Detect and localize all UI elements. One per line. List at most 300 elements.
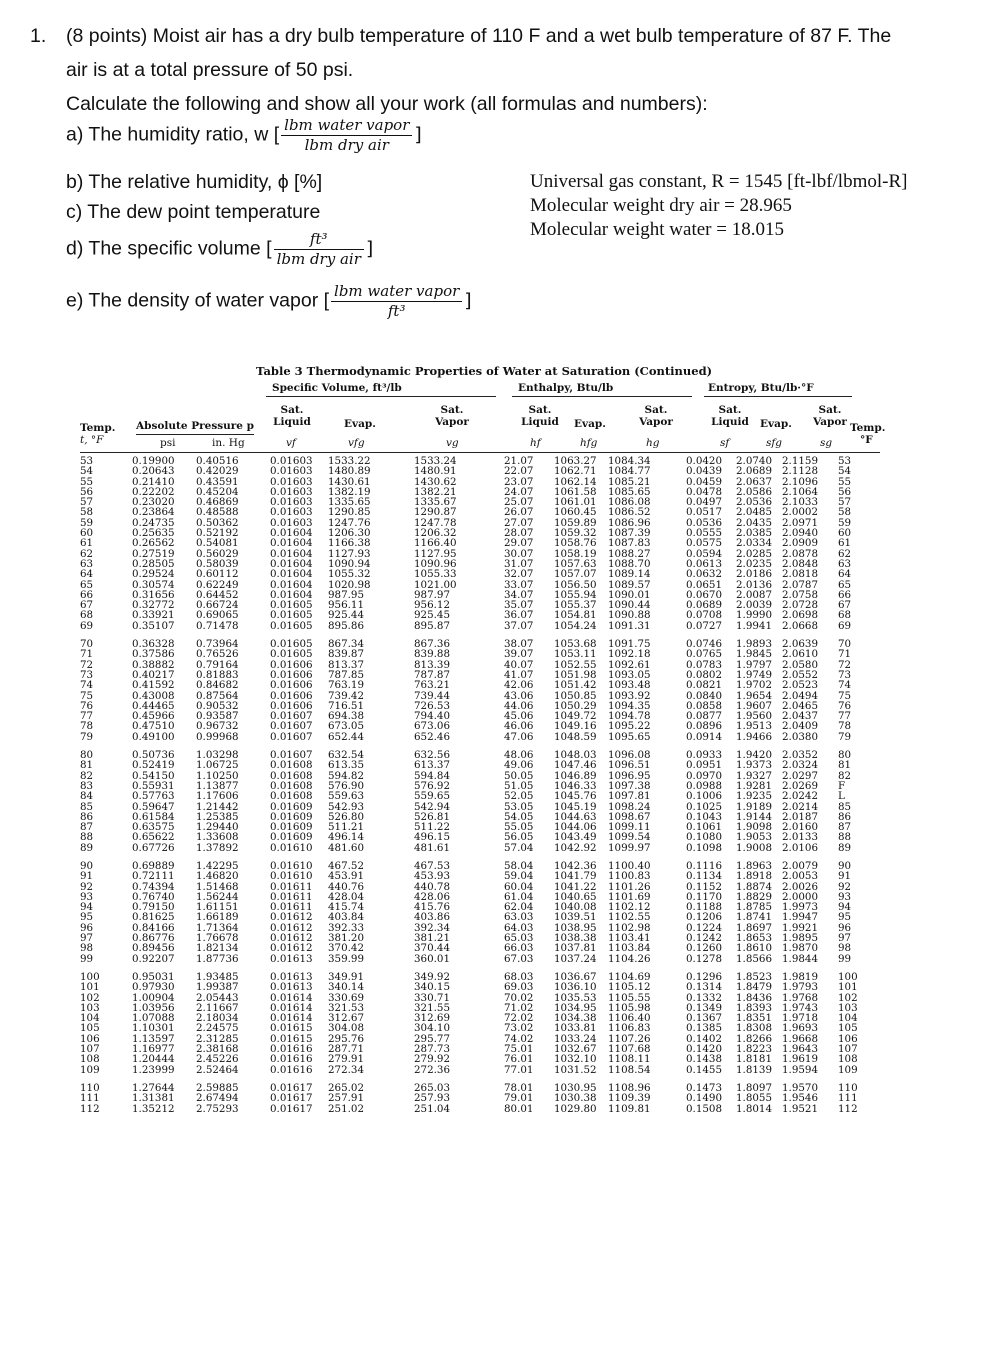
- table-cell: 613.37: [414, 759, 451, 772]
- table-cell: 99: [80, 952, 94, 965]
- part-d: d) The specific volume [ $\frac{\text{ft³}}{\text{lbm dry air}}$ ]: [66, 230, 374, 268]
- table-cell: 0.1402: [686, 1032, 723, 1045]
- table-cell: 25.07: [504, 496, 534, 509]
- table-cell: 1099.97: [608, 841, 651, 854]
- table-cell: 2.0909: [782, 537, 819, 550]
- table-cell: 2.0160: [782, 821, 819, 834]
- table-cell: 1.9521: [782, 1102, 819, 1115]
- table-cell: 0.0632: [686, 568, 723, 581]
- table-cell: 0.01606: [270, 699, 313, 712]
- table-cell: 0.1006: [686, 790, 723, 803]
- table-cell: 1041.79: [554, 870, 597, 883]
- table-cell: 0.86776: [132, 932, 175, 945]
- table-cell: 97: [838, 932, 852, 945]
- table-cell: 1044.63: [554, 810, 597, 823]
- table-cell: 1.8393: [736, 1001, 773, 1014]
- table-cell: 2.0053: [782, 870, 819, 883]
- table-cell: 0.1332: [686, 991, 723, 1004]
- table-cell: 1.9718: [782, 1012, 819, 1025]
- table-cell: 0.56029: [196, 547, 239, 560]
- table-cell: 0.01612: [270, 911, 313, 924]
- table-cell: 0.0670: [686, 588, 723, 601]
- table-cell: 295.77: [414, 1032, 451, 1045]
- table-cell: 1.9668: [782, 1032, 819, 1045]
- table-cell: 0.01606: [270, 689, 313, 702]
- table-cell: 60.04: [504, 880, 534, 893]
- table-cell: 1.9702: [736, 679, 773, 692]
- table-cell: 0.1278: [686, 952, 723, 965]
- table-cell: 97: [80, 932, 94, 945]
- table-cell: 0.50362: [196, 516, 239, 529]
- table-cell: 453.93: [414, 870, 451, 883]
- table-cell: 2.0668: [782, 619, 819, 632]
- table-cell: 1033.81: [554, 1022, 597, 1035]
- table-cell: 1.9560: [736, 710, 773, 723]
- table-cell: 0.01604: [270, 568, 313, 581]
- table-cell: 64.03: [504, 921, 534, 934]
- table-cell: 0.01609: [270, 800, 313, 813]
- table-cell: 59: [838, 516, 852, 529]
- table-cell: 58: [838, 506, 852, 519]
- table-row: [80, 680, 880, 690]
- table-cell: 0.1296: [686, 970, 723, 983]
- table-cell: 1.9793: [782, 981, 819, 994]
- table-cell: 2.0940: [782, 527, 819, 540]
- table-cell: 1055.33: [414, 568, 457, 581]
- table-cell: 0.71478: [196, 619, 239, 632]
- table-cell: 75.01: [504, 1043, 534, 1056]
- table-cell: 0.01603: [270, 485, 313, 498]
- table-cell: 349.91: [328, 970, 365, 983]
- table-cell: 2.0878: [782, 547, 819, 560]
- table-cell: F: [838, 779, 846, 792]
- table-cell: 0.01610: [270, 870, 313, 883]
- table-cell: 21.07: [504, 455, 534, 467]
- table-cell: 0.01605: [270, 609, 313, 622]
- table-cell: 2.0740: [736, 455, 773, 467]
- table-cell: 1.61151: [196, 901, 239, 914]
- table-cell: 53.05: [504, 800, 534, 813]
- table-cell: 1102.55: [608, 911, 651, 924]
- table-cell: 42.06: [504, 679, 534, 692]
- table-cell: 68.03: [504, 970, 534, 983]
- table-cell: 61: [838, 537, 852, 550]
- table-cell: 1.9893: [736, 638, 773, 651]
- table-cell: 1.13597: [132, 1032, 175, 1045]
- table-cell: 91: [838, 870, 852, 883]
- table-cell: 1.9845: [736, 648, 773, 661]
- table-cell: 673.06: [414, 720, 451, 733]
- table-cell: 2.0610: [782, 648, 819, 661]
- table-cell: 1034.38: [554, 1012, 597, 1025]
- table-cell: 2.75293: [196, 1102, 239, 1115]
- table-cell: 0.01608: [270, 769, 313, 782]
- table-cell: 33.07: [504, 578, 534, 591]
- table-cell: 0.01609: [270, 810, 313, 823]
- table-cell: 84: [80, 790, 94, 803]
- table-cell: 1101.69: [608, 890, 651, 903]
- table-cell: 93: [838, 890, 852, 903]
- table-cell: 48.06: [504, 749, 534, 762]
- table-cell: 526.81: [414, 810, 451, 823]
- table-cell: 2.0465: [782, 699, 819, 712]
- table-cell: 0.01604: [270, 527, 313, 540]
- group-enthalpy: Enthalpy, Btu/lb: [518, 382, 614, 394]
- table-cell: 75: [80, 689, 94, 702]
- table-cell: 0.48588: [196, 506, 239, 519]
- table-cell: 0.0914: [686, 730, 723, 743]
- table-cell: 2.0385: [736, 527, 773, 540]
- table-cell: 35.07: [504, 599, 534, 612]
- table-row: [80, 982, 880, 992]
- table-cell: 1040.65: [554, 890, 597, 903]
- part-a: a) The humidity ratio, w [ $\frac{\text{lbm water vapor}}{\text{lbm dry air}}$ ]: [66, 116, 422, 154]
- table-cell: 1058.76: [554, 537, 597, 550]
- table-cell: 69: [838, 619, 852, 632]
- table-cell: 0.01611: [270, 901, 313, 914]
- table-cell: 69: [80, 619, 94, 632]
- table-cell: 1.82134: [196, 942, 239, 955]
- table-cell: 0.0765: [686, 648, 723, 661]
- table-cell: 0.0821: [686, 679, 723, 692]
- table-cell: 29.07: [504, 537, 534, 550]
- table-cell: 1038.38: [554, 932, 597, 945]
- table-cell: 0.01611: [270, 880, 313, 893]
- table-cell: 1035.53: [554, 991, 597, 1004]
- table-cell: 2.11667: [196, 1001, 239, 1014]
- table-cell: 0.0497: [686, 496, 723, 509]
- table-cell: 1.13877: [196, 779, 239, 792]
- table-cell: 1.10301: [132, 1022, 175, 1035]
- table-cell: 1.8181: [736, 1053, 773, 1066]
- table-cell: 1054.81: [554, 609, 597, 622]
- table-cell: 0.1061: [686, 821, 723, 834]
- table-cell: 1108.11: [608, 1053, 651, 1066]
- table-cell: 1.8566: [736, 952, 773, 965]
- table-cell: 526.80: [328, 810, 365, 823]
- table-cell: 1093.05: [608, 668, 651, 681]
- table-cell: 1.71364: [196, 921, 239, 934]
- table-cell: 100: [838, 970, 858, 983]
- table-cell: 2.0324: [782, 759, 819, 772]
- table-cell: 0.40217: [132, 668, 175, 681]
- table-cell: 76.01: [504, 1053, 534, 1066]
- table-cell: 1.9189: [736, 800, 773, 813]
- table-cell: 1050.29: [554, 699, 597, 712]
- table-cell: 763.21: [414, 679, 451, 692]
- table-cell: 1094.35: [608, 699, 651, 712]
- table-cell: 1033.24: [554, 1032, 597, 1045]
- table-cell: 1037.24: [554, 952, 597, 965]
- table-cell: 1.25385: [196, 810, 239, 823]
- table-cell: 0.01604: [270, 537, 313, 550]
- table-cell: 0.84166: [132, 921, 175, 934]
- table-cell: 1063.27: [554, 455, 597, 467]
- table-cell: 0.01605: [270, 638, 313, 651]
- mw-dry-air: Molecular weight dry air = 28.965: [530, 195, 792, 216]
- table-cell: 0.37586: [132, 648, 175, 661]
- table-cell: 59.04: [504, 870, 534, 883]
- table-cell: 1.27644: [132, 1081, 175, 1094]
- table-cell: 1030.95: [554, 1081, 597, 1094]
- table-cell: 66.03: [504, 942, 534, 955]
- table-cell: 2.0437: [782, 710, 819, 723]
- table-cell: 0.0459: [686, 475, 723, 488]
- table-cell: 1042.92: [554, 841, 597, 854]
- table-cell: 0.01613: [270, 970, 313, 983]
- table-cell: 2.0187: [782, 810, 819, 823]
- table-cell: 895.86: [328, 619, 365, 632]
- table-cell: 1048.59: [554, 730, 597, 743]
- table-cell: 0.66724: [196, 599, 239, 612]
- table-cell: 0.1260: [686, 942, 723, 955]
- table-cell: 0.67726: [132, 841, 175, 854]
- table-cell: 85: [838, 800, 852, 813]
- table-cell: 73: [80, 668, 94, 681]
- table-cell: 54: [838, 465, 852, 478]
- table-cell: 1290.85: [328, 506, 371, 519]
- table-cell: 1103.84: [608, 942, 651, 955]
- table-cell: 1382.21: [414, 485, 457, 498]
- table-cell: 726.53: [414, 699, 451, 712]
- table-cell: 440.78: [414, 880, 451, 893]
- table-cell: 403.86: [414, 911, 451, 924]
- question-line-1: (8 points) Moist air has a dry bulb temperature of 110 F and a wet bulb temperature of 87 F. The: [66, 25, 892, 47]
- table-cell: 46.06: [504, 720, 534, 733]
- question-number: 1.: [30, 25, 47, 47]
- table-cell: 1.9098: [736, 821, 773, 834]
- table-cell: 30.07: [504, 547, 534, 560]
- table-cell: 1.17606: [196, 790, 239, 803]
- table-cell: 88: [838, 831, 852, 844]
- table-cell: 0.62249: [196, 578, 239, 591]
- table-cell: 2.0485: [736, 506, 773, 519]
- table-cell: 0.01604: [270, 588, 313, 601]
- table-cell: 60: [838, 527, 852, 540]
- table-cell: 103: [838, 1001, 858, 1014]
- table-cell: 392.33: [328, 921, 365, 934]
- table-cell: 2.0214: [782, 800, 819, 813]
- table-cell: 70: [80, 638, 94, 651]
- table-cell: 392.34: [414, 921, 451, 934]
- table-row: [80, 954, 880, 964]
- table-cell: 1095.65: [608, 730, 651, 743]
- part-c: c) The dew point temperature: [66, 201, 321, 223]
- table-cell: 1.9466: [736, 730, 773, 743]
- table-cell: 304.10: [414, 1022, 451, 1035]
- table-cell: 1106.40: [608, 1012, 651, 1025]
- table-cell: 0.01603: [270, 465, 313, 478]
- table-cell: 2.0586: [736, 485, 773, 498]
- table-cell: 1096.08: [608, 749, 651, 762]
- table-cell: 76: [838, 699, 852, 712]
- question-line-3: Calculate the following and show all your work (all formulas and numbers):: [66, 93, 708, 115]
- table-cell: 1087.83: [608, 537, 651, 550]
- table-cell: 1092.61: [608, 658, 651, 671]
- table-cell: 101: [838, 981, 858, 994]
- table-cell: 2.0380: [782, 730, 819, 743]
- table-cell: 1093.48: [608, 679, 651, 692]
- table-cell: 1109.81: [608, 1102, 651, 1115]
- table-cell: 1104.26: [608, 952, 651, 965]
- table-cell: 0.0555: [686, 527, 723, 540]
- table-cell: 787.85: [328, 668, 365, 681]
- table-cell: 0.01605: [270, 619, 313, 632]
- table-cell: 1099.11: [608, 821, 651, 834]
- table-cell: 78: [80, 720, 94, 733]
- table-cell: 0.31656: [132, 588, 175, 601]
- table-cell: 2.0026: [782, 880, 819, 893]
- table-cell: 1.29440: [196, 821, 239, 834]
- table-cell: 106: [838, 1032, 858, 1045]
- table-cell: 0.01615: [270, 1022, 313, 1035]
- table-cell: 0.01610: [270, 841, 313, 854]
- table-cell: 1.9570: [782, 1081, 819, 1094]
- table-cell: 1053.11: [554, 648, 597, 661]
- table-cell: 1108.54: [608, 1063, 651, 1076]
- table-cell: 112: [838, 1102, 858, 1115]
- table-cell: 0.01607: [270, 749, 313, 762]
- table-cell: 77: [80, 710, 94, 723]
- table-cell: 0.01607: [270, 710, 313, 723]
- table-cell: 403.84: [328, 911, 365, 924]
- table-cell: 1044.06: [554, 821, 597, 834]
- table-cell: 1.9947: [782, 911, 819, 924]
- table-cell: 511.22: [414, 821, 451, 834]
- table-cell: 1.9619: [782, 1053, 819, 1066]
- table-cell: 1.9144: [736, 810, 773, 823]
- table-cell: 2.0079: [782, 859, 819, 872]
- table-cell: 0.1349: [686, 1001, 723, 1014]
- table-cell: 62.04: [504, 901, 534, 914]
- table-cell: 0.1206: [686, 911, 723, 924]
- table-cell: 2.0242: [782, 790, 819, 803]
- table-cell: 73.02: [504, 1022, 534, 1035]
- table-cell: 0.01617: [270, 1102, 313, 1115]
- table-cell: 0.63575: [132, 821, 175, 834]
- table-cell: 0.01616: [270, 1063, 313, 1076]
- table-cell: 1.16977: [132, 1043, 175, 1056]
- table-cell: 0.19900: [132, 455, 175, 467]
- table-cell: 1127.93: [328, 547, 371, 560]
- table-cell: 1.33608: [196, 831, 239, 844]
- table-cell: 1088.27: [608, 547, 651, 560]
- table-cell: 74.02: [504, 1032, 534, 1045]
- table-cell: 1.03956: [132, 1001, 175, 1014]
- table-cell: 1051.42: [554, 679, 597, 692]
- table-cell: 652.46: [414, 730, 451, 743]
- table-cell: 0.43591: [196, 475, 239, 488]
- table-cell: 90: [80, 859, 94, 872]
- table-cell: 80: [838, 749, 852, 762]
- table-cell: 1100.83: [608, 870, 651, 883]
- table-cell: 0.01604: [270, 557, 313, 570]
- table-cell: 0.01608: [270, 759, 313, 772]
- table-cell: 2.0039: [736, 599, 773, 612]
- table-cell: 98: [80, 942, 94, 955]
- table-cell: 279.91: [328, 1053, 365, 1066]
- table-cell: 0.57763: [132, 790, 175, 803]
- table-cell: 0.01603: [270, 455, 313, 467]
- table-cell: 0.01610: [270, 859, 313, 872]
- table-cell: 0.92207: [132, 952, 175, 965]
- table-cell: 2.0494: [782, 689, 819, 702]
- table-cell: 559.65: [414, 790, 451, 803]
- table-cell: 925.45: [414, 609, 451, 622]
- table-cell: 0.84682: [196, 679, 239, 692]
- table-cell: 1.9643: [782, 1043, 819, 1056]
- table-cell: 1045.76: [554, 790, 597, 803]
- table-cell: 925.44: [328, 609, 365, 622]
- table-cell: 0.01613: [270, 981, 313, 994]
- table-cell: 576.90: [328, 779, 365, 792]
- table-cell: 1.37892: [196, 841, 239, 854]
- table-cell: 1335.65: [328, 496, 371, 509]
- table-cell: 1.8266: [736, 1032, 773, 1045]
- table-cell: 0.0746: [686, 638, 723, 651]
- table-cell: 41.07: [504, 668, 534, 681]
- table-cell: 594.82: [328, 769, 365, 782]
- table-cell: 1090.88: [608, 609, 651, 622]
- table-cell: 1.9654: [736, 689, 773, 702]
- table-cell: 2.0698: [782, 609, 819, 622]
- table-cell: 1.99387: [196, 981, 239, 994]
- table-cell: 1039.51: [554, 911, 597, 924]
- table-cell: 1087.39: [608, 527, 651, 540]
- table-cell: 0.1098: [686, 841, 723, 854]
- table-cell: 2.1033: [782, 496, 819, 509]
- table-cell: 0.60112: [196, 568, 239, 581]
- table-cell: 110: [838, 1081, 858, 1094]
- table-cell: 1057.07: [554, 568, 597, 581]
- table-cell: 0.0594: [686, 547, 723, 560]
- table-cell: 1096.51: [608, 759, 651, 772]
- table-cell: 1105.12: [608, 981, 651, 994]
- table-cell: 71: [80, 648, 94, 661]
- table-cell: 0.1490: [686, 1092, 723, 1105]
- table-cell: 1.00904: [132, 991, 175, 1004]
- table-cell: 95: [80, 911, 94, 924]
- table-cell: 0.95031: [132, 970, 175, 983]
- table-cell: 652.44: [328, 730, 365, 743]
- table-cell: 80.01: [504, 1102, 534, 1115]
- table-cell: 2.0087: [736, 588, 773, 601]
- table-cell: 0.01617: [270, 1092, 313, 1105]
- table-cell: 2.1096: [782, 475, 819, 488]
- table-cell: 1097.81: [608, 790, 651, 803]
- table-cell: 0.96732: [196, 720, 239, 733]
- table-cell: 0.47510: [132, 720, 175, 733]
- table-cell: 1096.95: [608, 769, 651, 782]
- table-cell: 2.24575: [196, 1022, 239, 1035]
- table-cell: 312.69: [414, 1012, 451, 1025]
- table-row: [80, 621, 880, 631]
- table-cell: 67: [80, 599, 94, 612]
- table-cell: 2.0106: [782, 841, 819, 854]
- table-cell: 1052.55: [554, 658, 597, 671]
- table-cell: 55: [838, 475, 852, 488]
- table-cell: 56: [838, 485, 852, 498]
- table-cell: 0.0517: [686, 506, 723, 519]
- table-cell: 1085.21: [608, 475, 651, 488]
- table-cell: 2.0523: [782, 679, 819, 692]
- table-cell: 1.8014: [736, 1102, 773, 1115]
- table-cell: 1098.67: [608, 810, 651, 823]
- table-cell: 0.30574: [132, 578, 175, 591]
- table-cell: 1049.16: [554, 720, 597, 733]
- table-cell: 1.10250: [196, 769, 239, 782]
- table-cell: 83: [80, 779, 94, 792]
